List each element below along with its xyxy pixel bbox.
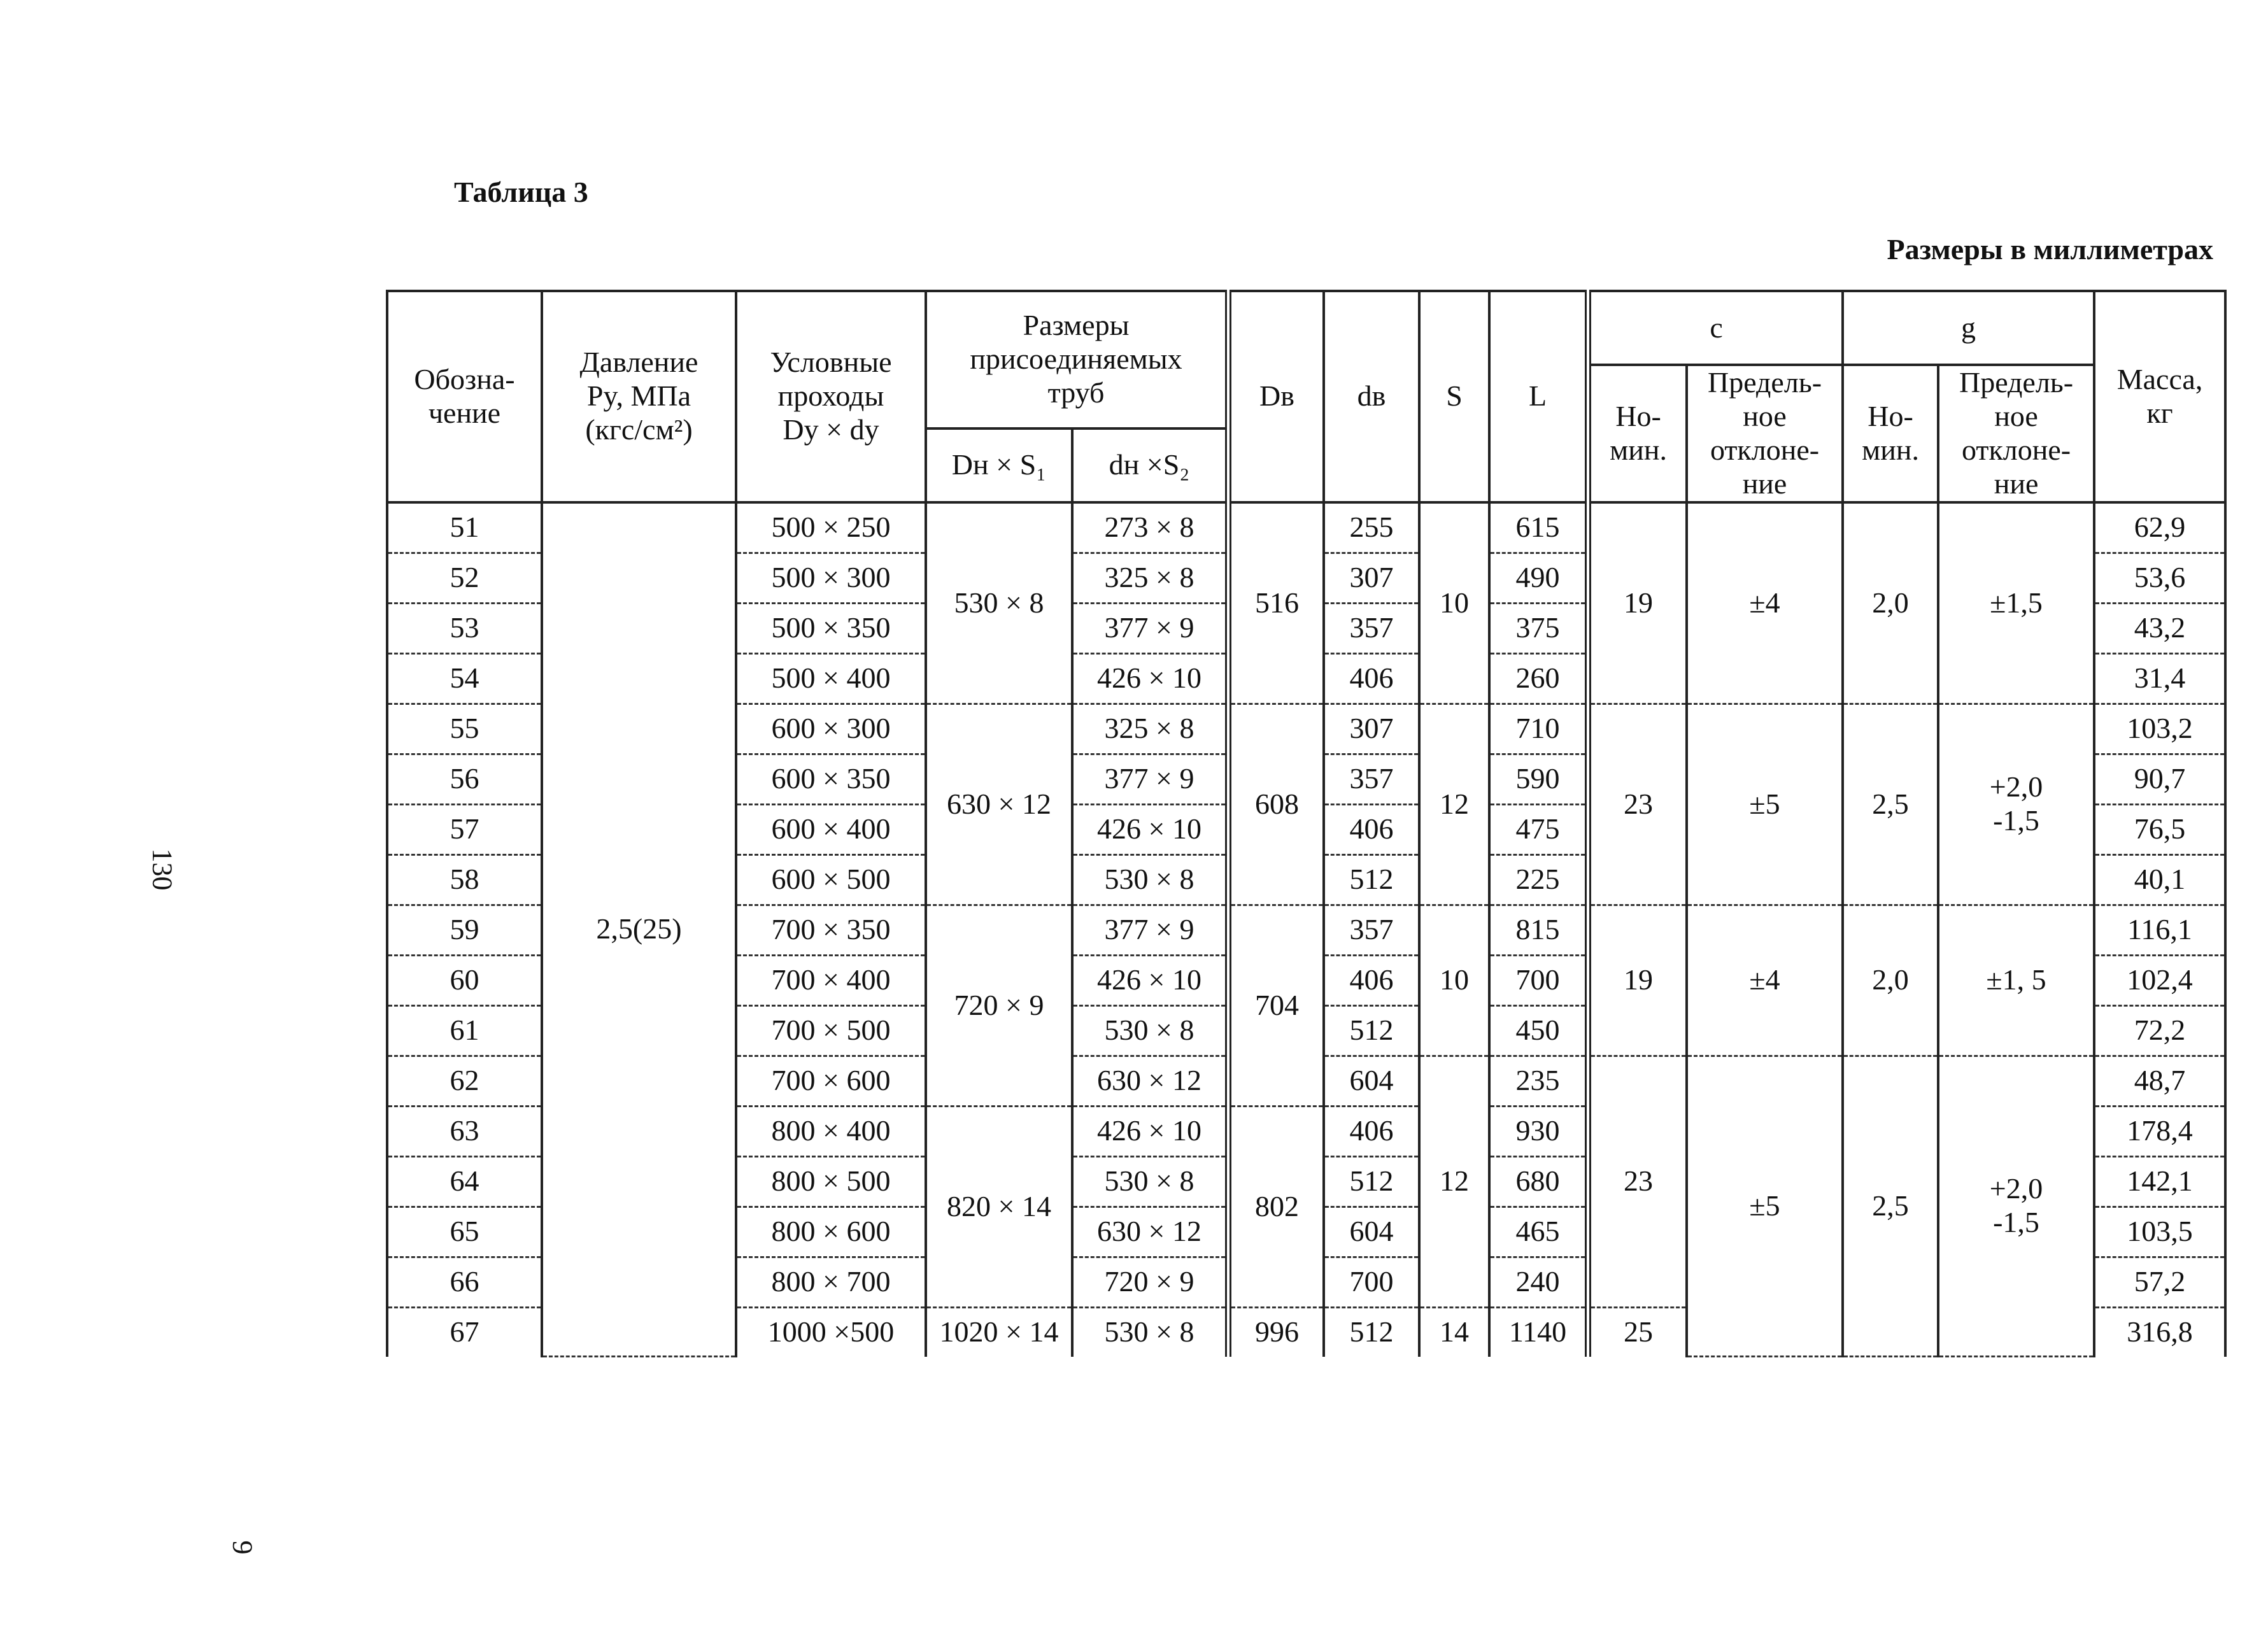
cell-designation: 56 [387, 754, 542, 804]
col-header-Dv: Dв [1228, 291, 1324, 502]
cell-mass: 76,5 [2094, 804, 2225, 854]
col-header-c-deviation: Предель- ное отклоне- ние [1687, 365, 1843, 502]
cell-mass: 48,7 [2094, 1056, 2225, 1106]
col-header-pipe-sizes: Размеры присоединяемых труб [926, 291, 1228, 428]
cell-g-nom: 2,0 [1843, 502, 1938, 704]
table-caption: Таблица 3 [454, 176, 588, 208]
cell-dv: 307 [1324, 704, 1419, 754]
cell-dv: 512 [1324, 854, 1419, 905]
cell-passage: 1000 ×500 [736, 1307, 926, 1357]
cell-mass: 316,8 [2094, 1307, 2225, 1357]
cell-c-nom: 25 [1588, 1307, 1687, 1357]
cell-c-nom: 19 [1588, 905, 1687, 1056]
page-number-secondary: 9 [227, 1540, 259, 1555]
cell-dv: 700 [1324, 1257, 1419, 1307]
cell-passage: 800 × 500 [736, 1156, 926, 1207]
cell-pipe-d2: 325 × 8 [1072, 553, 1228, 603]
cell-pipe-d2: 426 × 10 [1072, 955, 1228, 1005]
cell-S: 14 [1419, 1307, 1489, 1357]
cell-g-dev: +2,0 -1,5 [1938, 704, 2094, 905]
cell-g-dev: +2,0 -1,5 [1938, 1056, 2094, 1357]
cell-designation: 61 [387, 1005, 542, 1056]
cell-L: 465 [1489, 1207, 1588, 1257]
cell-passage: 600 × 500 [736, 854, 926, 905]
cell-passage: 700 × 600 [736, 1056, 926, 1106]
cell-passage: 600 × 350 [736, 754, 926, 804]
cell-L: 930 [1489, 1106, 1588, 1156]
cell-S: 12 [1419, 704, 1489, 905]
cell-mass: 43,2 [2094, 603, 2225, 653]
cell-mass: 116,1 [2094, 905, 2225, 955]
cell-dv: 604 [1324, 1056, 1419, 1106]
cell-designation: 52 [387, 553, 542, 603]
cell-designation: 54 [387, 653, 542, 704]
cell-passage: 500 × 350 [736, 603, 926, 653]
cell-passage: 700 × 350 [736, 905, 926, 955]
cell-mass: 142,1 [2094, 1156, 2225, 1207]
cell-pipe-d1: 720 × 9 [926, 905, 1072, 1106]
cell-L: 225 [1489, 854, 1588, 905]
cell-dv: 357 [1324, 754, 1419, 804]
cell-S: 10 [1419, 502, 1489, 704]
cell-L: 615 [1489, 502, 1588, 553]
cell-designation: 63 [387, 1106, 542, 1156]
cell-mass: 62,9 [2094, 502, 2225, 553]
cell-mass: 103,5 [2094, 1207, 2225, 1257]
cell-passage: 700 × 500 [736, 1005, 926, 1056]
cell-passage: 500 × 400 [736, 653, 926, 704]
cell-pipe-d1: 1020 × 14 [926, 1307, 1072, 1357]
cell-mass: 178,4 [2094, 1106, 2225, 1156]
cell-passage: 500 × 250 [736, 502, 926, 553]
cell-designation: 55 [387, 704, 542, 754]
cell-designation: 65 [387, 1207, 542, 1257]
cell-dv: 512 [1324, 1307, 1419, 1357]
col-header-c: c [1588, 291, 1843, 365]
cell-dv: 406 [1324, 955, 1419, 1005]
cell-pipe-d2: 530 × 8 [1072, 1307, 1228, 1357]
cell-pipe-d2: 530 × 8 [1072, 1156, 1228, 1207]
cell-g-nom: 2,0 [1843, 905, 1938, 1056]
cell-dv: 604 [1324, 1207, 1419, 1257]
cell-pipe-d2: 273 × 8 [1072, 502, 1228, 553]
cell-pipe-d2: 720 × 9 [1072, 1257, 1228, 1307]
cell-pipe-d2: 426 × 10 [1072, 804, 1228, 854]
cell-L: 590 [1489, 754, 1588, 804]
col-header-L: L [1489, 291, 1588, 502]
cell-L: 1140 [1489, 1307, 1588, 1357]
col-header-mass: Масса, кг [2094, 291, 2225, 502]
cell-Dv: 608 [1228, 704, 1324, 905]
cell-dv: 357 [1324, 905, 1419, 955]
cell-mass: 72,2 [2094, 1005, 2225, 1056]
cell-L: 475 [1489, 804, 1588, 854]
cell-mass: 102,4 [2094, 955, 2225, 1005]
cell-mass: 103,2 [2094, 704, 2225, 754]
cell-c-dev: ±5 [1687, 1056, 1843, 1357]
cell-Dv: 516 [1228, 502, 1324, 704]
cell-dv: 512 [1324, 1156, 1419, 1207]
cell-c-dev: ±4 [1687, 502, 1843, 704]
col-header-g-deviation: Предель- ное отклоне- ние [1938, 365, 2094, 502]
col-header-pipe-d1: Dн × S₁ [926, 428, 1072, 502]
cell-c-dev: ±5 [1687, 704, 1843, 905]
cell-Dv: 996 [1228, 1307, 1324, 1357]
cell-c-nom: 23 [1588, 704, 1687, 905]
cell-dv: 255 [1324, 502, 1419, 553]
cell-L: 240 [1489, 1257, 1588, 1307]
cell-pipe-d2: 530 × 8 [1072, 1005, 1228, 1056]
cell-designation: 59 [387, 905, 542, 955]
cell-pipe-d2: 377 × 9 [1072, 905, 1228, 955]
cell-pressure: 2,5(25) [542, 502, 736, 1357]
cell-mass: 40,1 [2094, 854, 2225, 905]
page-number: 130 [146, 848, 178, 891]
cell-L: 710 [1489, 704, 1588, 754]
spec-table-frame [386, 290, 2224, 1487]
col-header-S: S [1419, 291, 1489, 502]
cell-pipe-d2: 325 × 8 [1072, 704, 1228, 754]
cell-dv: 357 [1324, 603, 1419, 653]
cell-g-dev: ±1, 5 [1938, 905, 2094, 1056]
col-header-dv: dв [1324, 291, 1419, 502]
cell-pipe-d2: 530 × 8 [1072, 854, 1228, 905]
cell-c-nom: 23 [1588, 1056, 1687, 1307]
cell-designation: 53 [387, 603, 542, 653]
cell-S: 10 [1419, 905, 1489, 1056]
cell-passage: 800 × 700 [736, 1257, 926, 1307]
cell-pipe-d1: 530 × 8 [926, 502, 1072, 704]
cell-L: 680 [1489, 1156, 1588, 1207]
cell-S: 12 [1419, 1056, 1489, 1307]
spec-table [386, 290, 2227, 1357]
cell-mass: 31,4 [2094, 653, 2225, 704]
cell-g-nom: 2,5 [1843, 704, 1938, 905]
cell-pipe-d2: 377 × 9 [1072, 603, 1228, 653]
cell-dv: 512 [1324, 1005, 1419, 1056]
cell-passage: 500 × 300 [736, 553, 926, 603]
col-header-c-nom: Но- мин. [1588, 365, 1687, 502]
cell-L: 375 [1489, 603, 1588, 653]
cell-passage: 700 × 400 [736, 955, 926, 1005]
cell-designation: 67 [387, 1307, 542, 1357]
cell-passage: 600 × 300 [736, 704, 926, 754]
units-note: Размеры в миллиметрах [1887, 233, 2213, 265]
cell-dv: 406 [1324, 1106, 1419, 1156]
col-header-pipe-d2: dн ×S₂ [1072, 428, 1228, 502]
cell-pipe-d2: 630 × 12 [1072, 1056, 1228, 1106]
cell-dv: 307 [1324, 553, 1419, 603]
cell-dv: 406 [1324, 653, 1419, 704]
cell-passage: 800 × 400 [736, 1106, 926, 1156]
cell-designation: 64 [387, 1156, 542, 1207]
cell-L: 700 [1489, 955, 1588, 1005]
cell-pipe-d2: 630 × 12 [1072, 1207, 1228, 1257]
cell-passage: 800 × 600 [736, 1207, 926, 1257]
cell-L: 260 [1489, 653, 1588, 704]
cell-pipe-d2: 426 × 10 [1072, 653, 1228, 704]
cell-g-dev: ±1,5 [1938, 502, 2094, 704]
col-header-g-nom: Но- мин. [1843, 365, 1938, 502]
cell-designation: 58 [387, 854, 542, 905]
cell-pipe-d1: 630 × 12 [926, 704, 1072, 905]
cell-passage: 600 × 400 [736, 804, 926, 854]
table-row [387, 502, 2225, 553]
cell-c-nom: 19 [1588, 502, 1687, 704]
col-header-pressure: Давление Py, МПа (кгс/см²) [542, 291, 736, 502]
cell-designation: 60 [387, 955, 542, 1005]
col-header-passages: Условные проходы Dy × dy [736, 291, 926, 502]
cell-L: 450 [1489, 1005, 1588, 1056]
cell-L: 815 [1489, 905, 1588, 955]
cell-pipe-d2: 377 × 9 [1072, 754, 1228, 804]
cell-c-dev: ±4 [1687, 905, 1843, 1056]
col-header-designation: Обозна- чение [387, 291, 542, 502]
cell-designation: 62 [387, 1056, 542, 1106]
cell-pipe-d2: 426 × 10 [1072, 1106, 1228, 1156]
cell-designation: 66 [387, 1257, 542, 1307]
cell-mass: 53,6 [2094, 553, 2225, 603]
cell-Dv: 704 [1228, 905, 1324, 1106]
cell-L: 490 [1489, 553, 1588, 603]
cell-Dv: 802 [1228, 1106, 1324, 1307]
col-header-g: g [1843, 291, 2094, 365]
cell-designation: 57 [387, 804, 542, 854]
cell-L: 235 [1489, 1056, 1588, 1106]
cell-pipe-d1: 820 × 14 [926, 1106, 1072, 1307]
cell-mass: 90,7 [2094, 754, 2225, 804]
cell-designation: 51 [387, 502, 542, 553]
cell-dv: 406 [1324, 804, 1419, 854]
cell-g-nom: 2,5 [1843, 1056, 1938, 1357]
cell-mass: 57,2 [2094, 1257, 2225, 1307]
